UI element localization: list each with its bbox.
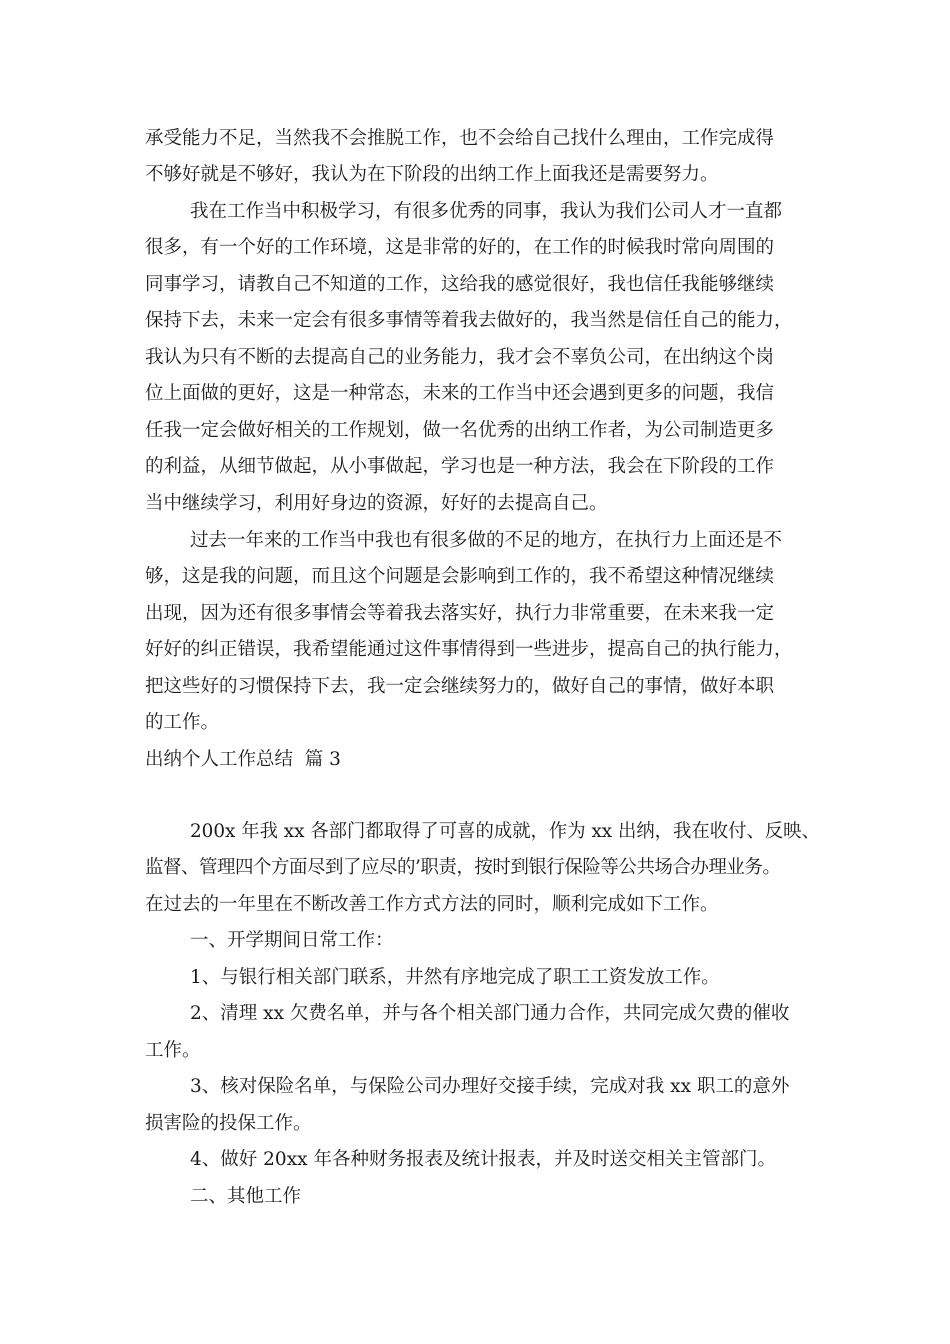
list-item: 1、与银行相关部门联系，井然有序地完成了职工工资发放工作。 [190,967,720,988]
paragraph-line: 承受能力不足，当然我不会推脱工作，也不会给自己找什么理由，工作完成得 [145,128,775,149]
section-heading: 一、开学期间日常工作： [190,930,394,951]
paragraph-line: 不够好就是不够好，我认为在下阶段的出纳工作上面我还是需要努力。 [145,164,719,185]
paragraph-line: 在过去的一年里在不断改善工作方式方法的同时，顺利完成如下工作。 [145,894,719,915]
paragraph-line: 我在工作当中积极学习，有很多优秀的同事，我认为我们公司人才一直都 [190,201,783,222]
list-item: 3、核对保险名单，与保险公司办理好交接手续，完成对我 xx 职工的意外 [190,1076,790,1097]
paragraph-line: 同事学习，请教自己不知道的工作，这给我的感觉很好，我也信任我能够继续 [145,274,775,295]
paragraph-line: 出现，因为还有很多事情会等着我去落实好，执行力非常重要，在未来我一定 [145,603,775,624]
paragraph-line: 的工作。 [145,712,220,733]
paragraph-line: 位上面做的更好，这是一种常态，未来的工作当中还会遇到更多的问题，我信 [145,383,775,404]
list-item: 2、清理 xx 欠费名单，并与各个相关部门通力合作，共同完成欠费的催收 [190,1003,790,1024]
list-item: 4、做好 20xx 年各种财务报表及统计报表，并及时送交相关主管部门。 [190,1149,776,1170]
paragraph-line: 够，这是我的问题，而且这个问题是会影响到工作的，我不希望这种情况继续 [145,566,775,587]
paragraph-line: 的利益，从细节做起，从小事做起，学习也是一种方法，我会在下阶段的工作 [145,456,775,477]
paragraph-line: 保持下去，未来一定会有很多事情等着我去做好的，我当然是信任自己的能力， [145,310,793,331]
section-title: 出纳个人工作总结 篇 3 [145,749,341,770]
list-item-continued: 工作。 [145,1040,201,1061]
list-item-continued: 损害险的投保工作。 [145,1113,312,1134]
paragraph-line: 很多，有一个好的工作环境，这是非常的好的，在工作的时候我时常向周围的 [145,237,775,258]
paragraph-line: 任我一定会做好相关的工作规划，做一名优秀的出纳工作者，为公司制造更多 [145,420,775,441]
paragraph-line: 把这些好的习惯保持下去，我一定会继续努力的，做好自己的事情，做好本职 [145,676,775,697]
paragraph-line: 好好的纠正错误，我希望能通过这件事情得到一些进步，提高自己的执行能力， [145,639,793,660]
paragraph-line: 200x 年我 xx 各部门都取得了可喜的成就，作为 xx 出纳，我在收付、反映、 [190,821,820,842]
paragraph-line: 我认为只有不断的去提高自己的业务能力，我才会不辜负公司，在出纳这个岗 [145,347,775,368]
paragraph-line: 监督、管理四个方面尽到了应尽的’职责，按时到银行保险等公共场合办理业务。 [145,857,781,878]
paragraph-line: 过去一年来的工作当中我也有很多做的不足的地方，在执行力上面还是不 [190,530,783,551]
section-heading: 二、其他工作 [190,1186,302,1207]
paragraph-line: 当中继续学习，利用好身边的资源，好好的去提高自己。 [145,493,608,514]
